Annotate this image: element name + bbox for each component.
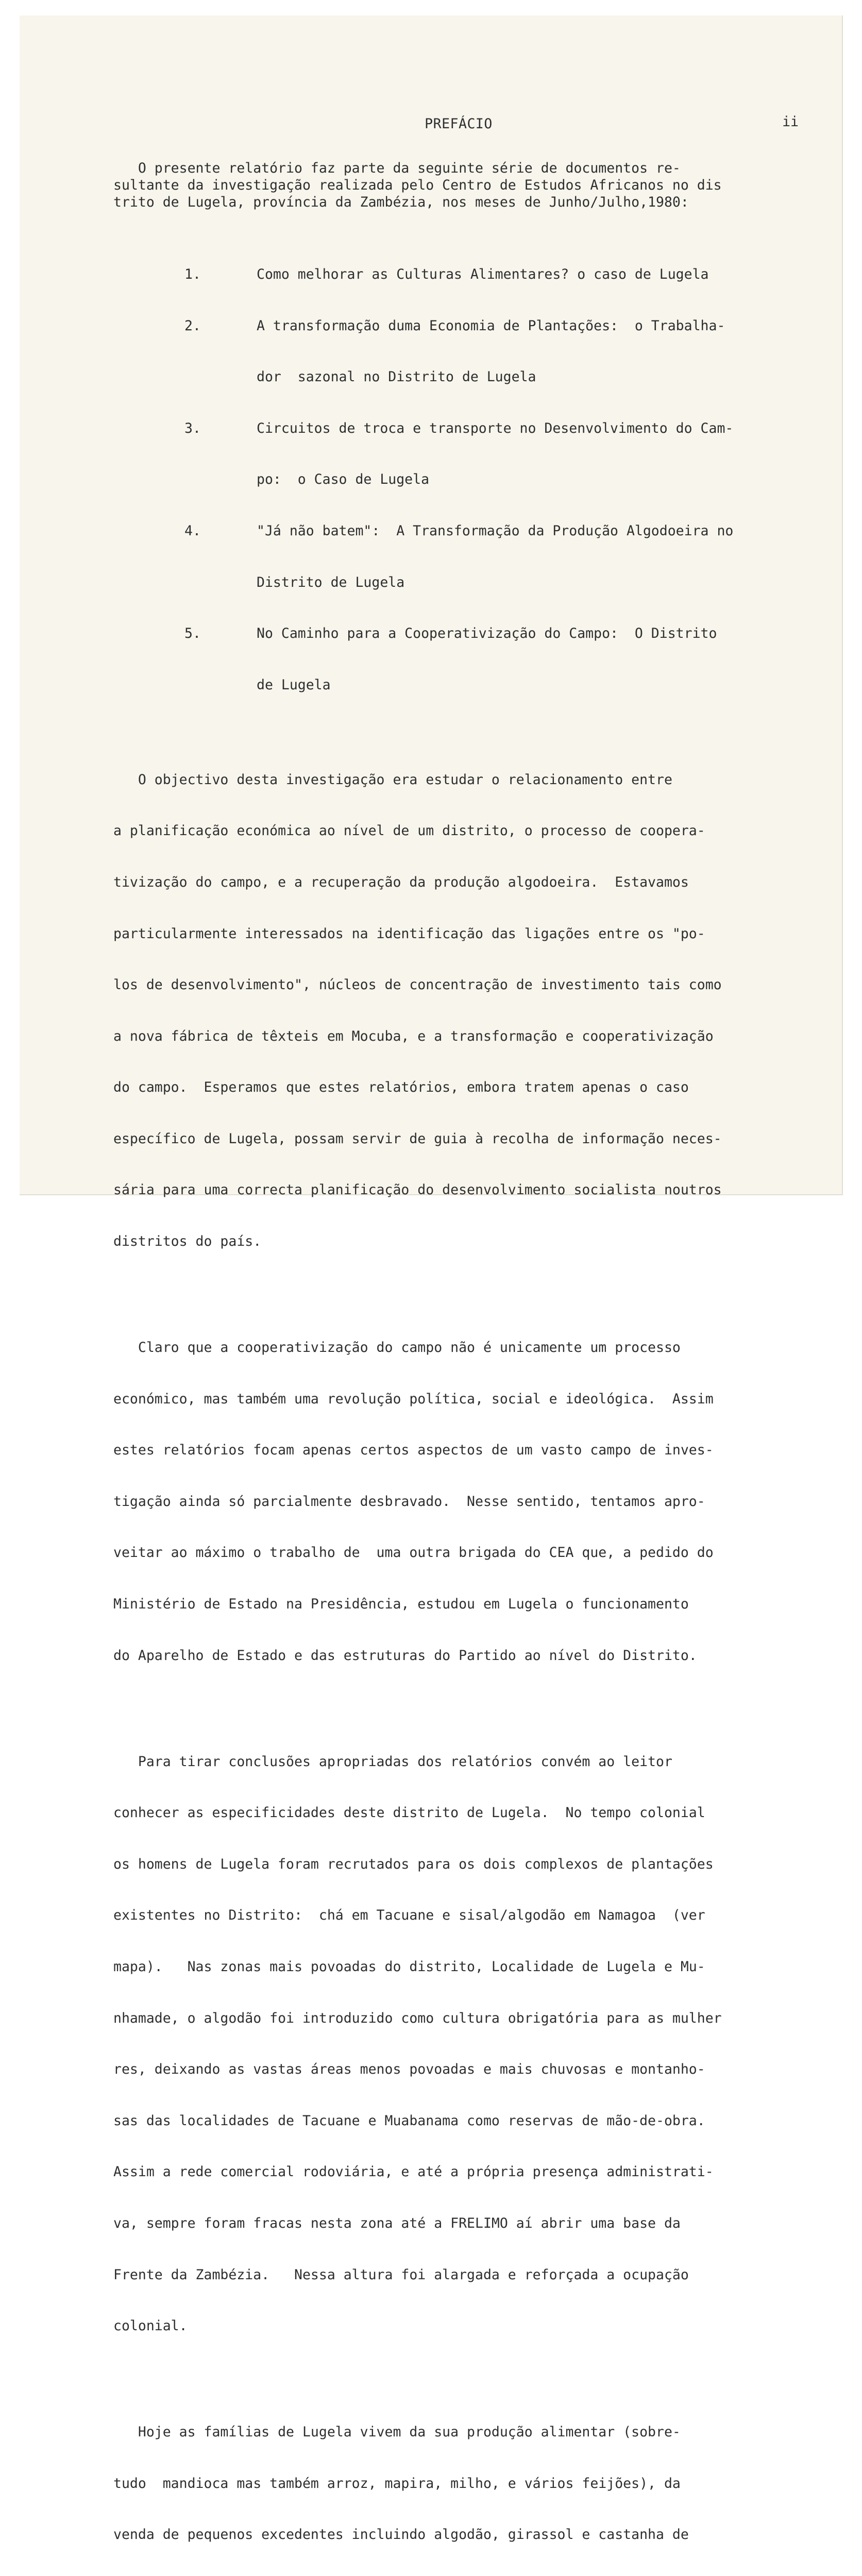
list-item	[113, 625, 804, 642]
text-line: distritos do país.	[113, 1233, 262, 1250]
text-line: estes relatórios focam apenas certos aspectos de um vasto campo de inves-	[113, 1442, 714, 1459]
text-line: O objectivo desta investigação era estudar o relacionamento entre	[113, 771, 672, 788]
paragraph-families	[113, 2389, 804, 2576]
text-line: Frente da Zambézia. Nessa altura foi alargada e reforçada a ocupação	[113, 2266, 689, 2283]
paragraph-objective	[113, 737, 804, 1284]
text-line: veitar ao máximo o trabalho de uma outra brigada do CEA que, a pedido do	[113, 1545, 714, 1561]
paragraph-specificities	[113, 1719, 804, 2369]
list-number: 5.	[184, 625, 201, 642]
text-line: tudo mandioca mas também arroz, mapira, milho, e vários feijões), da	[113, 2475, 681, 2492]
text-line: venda de pequenos excedentes incluindo algodão, girassol e castanha de	[113, 2527, 689, 2543]
report-list	[113, 232, 804, 728]
list-text: Como melhorar as Culturas Alimentares? o caso de Lugela	[257, 266, 709, 282]
document-body	[113, 93, 804, 2576]
text-line: colonial.	[113, 2318, 188, 2334]
text-line: específico de Lugela, possam servir de guia à recolha de informação neces-	[113, 1130, 722, 1147]
text-line: los de desenvolvimento", núcleos de concentração de investimento tais como	[113, 977, 722, 993]
intro-paragraph	[113, 160, 804, 211]
text-line: a nova fábrica de têxteis em Mocuba, e a transformação e cooperativização	[113, 1028, 714, 1044]
text-line: O presente relatório faz parte da seguinte série de documentos re-	[113, 160, 681, 176]
list-number: 2.	[184, 317, 201, 334]
list-number: 4.	[184, 522, 201, 539]
list-item	[113, 317, 804, 334]
list-number: 1.	[184, 266, 201, 282]
list-text-cont: de Lugela	[257, 676, 331, 693]
text-line: mapa). Nas zonas mais povoadas do distrito, Localidade de Lugela e Mu-	[113, 1959, 705, 1975]
list-item	[113, 266, 804, 283]
text-line: conhecer as especificidades deste distrito de Lugela. No tempo colonial	[113, 1805, 705, 1821]
list-item	[113, 420, 804, 437]
text-line: económico, mas também uma revolução política, social e ideológica. Assim	[113, 1391, 714, 1407]
page-header	[113, 93, 804, 132]
text-line: sas das localidades de Tacuane e Muabanama como reservas de mão-de-obra.	[113, 2112, 705, 2129]
text-line: tivização do campo, e a recuperação da produção algodoeira. Estavamos	[113, 874, 689, 890]
text-line: nhamade, o algodão foi introduzido como cultura obrigatória para as mulher	[113, 2010, 722, 2026]
page-number: ii	[782, 114, 799, 130]
list-text-cont: Distrito de Lugela	[257, 574, 405, 590]
text-line: sultante da investigação realizada pelo Centro de Estudos Africanos no dis	[113, 177, 722, 194]
text-line: Ministério de Estado na Presidência, estudou em Lugela o funcionamento	[113, 1596, 689, 1613]
text-line: particularmente interessados na identificação das ligações entre os "po-	[113, 925, 705, 942]
list-item	[113, 522, 804, 539]
text-line: trito de Lugela, província da Zambézia, nos meses de Junho/Julho,1980:	[113, 194, 689, 211]
text-line: os homens de Lugela foram recrutados para os dois complexos de plantações	[113, 1856, 714, 1872]
text-line: sária para uma correcta planificação do desenvolvimento socialista noutros	[113, 1182, 722, 1198]
text-line: Assim a rede comercial rodoviária, e até a própria presença administrati-	[113, 2164, 714, 2180]
list-text-cont: po: o Caso de Lugela	[257, 471, 430, 488]
text-line: Claro que a cooperativização do campo não é unicamente um processo	[113, 1340, 681, 1356]
page-title: PREFÁCIO	[425, 116, 493, 132]
text-line: a planificação económica ao nível de um distrito, o processo de coopera-	[113, 823, 705, 839]
paragraph-cooperativization	[113, 1305, 804, 1699]
list-text: "Já não batem": A Transformação da Produção Algodoeira no	[257, 522, 734, 539]
list-text: Circuitos de troca e transporte no Desenvolvimento do Cam-	[257, 420, 734, 436]
document-page	[20, 15, 843, 2543]
text-line: res, deixando as vastas áreas menos povoadas e mais chuvosas e montanho-	[113, 2061, 705, 2078]
text-line: do Aparelho de Estado e das estruturas do Partido ao nível do Distrito.	[113, 1647, 697, 1664]
text-line: do campo. Esperamos que estes relatórios, embora tratem apenas o caso	[113, 1079, 689, 1096]
text-line: Hoje as famílias de Lugela vivem da sua produção alimentar (sobre-	[113, 2424, 681, 2441]
list-text-cont: dor sazonal no Distrito de Lugela	[257, 369, 536, 385]
text-line: va, sempre foram fracas nesta zona até a FRELIMO aí abrir uma base da	[113, 2215, 681, 2231]
text-line: Para tirar conclusões apropriadas dos relatórios convém ao leitor	[113, 1753, 672, 1770]
list-number: 3.	[184, 420, 201, 436]
list-text: A transformação duma Economia de Plantações: o Trabalha-	[257, 317, 725, 334]
text-line: tigação ainda só parcialmente desbravado. Nesse sentido, tentamos apro-	[113, 1493, 705, 1510]
text-line: existentes no Distrito: chá em Tacuane e sisal/algodão em Namagoa (ver	[113, 1907, 705, 1924]
list-text: No Caminho para a Cooperativização do Campo: O Distrito	[257, 625, 717, 642]
